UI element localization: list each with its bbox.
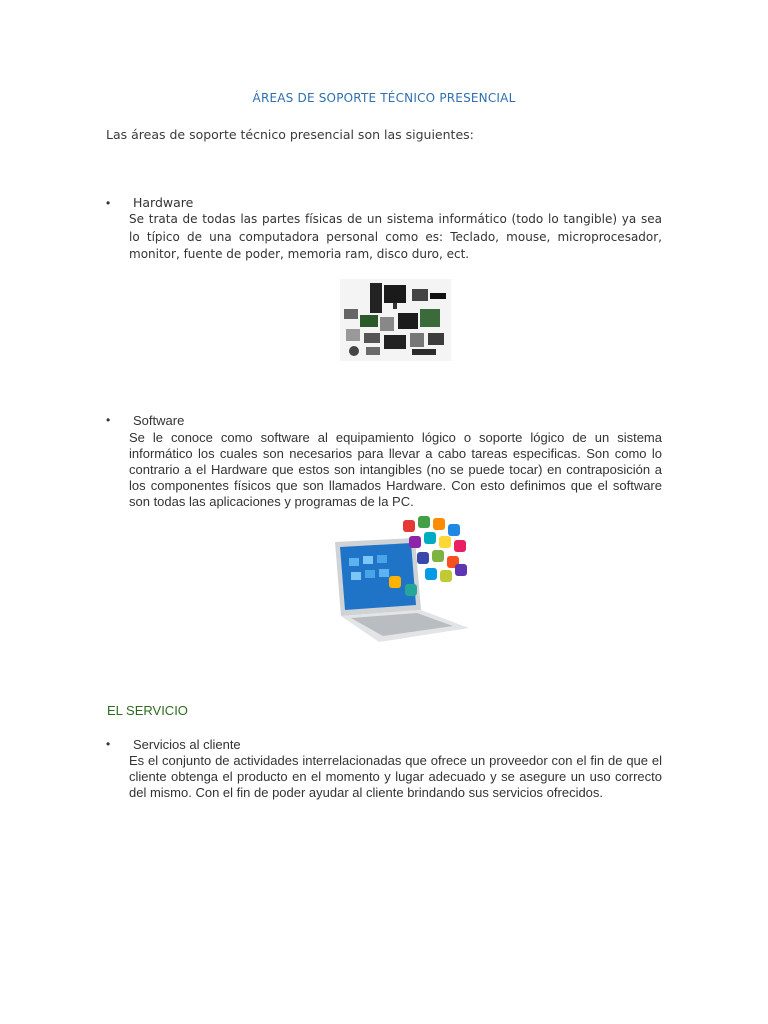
software-heading: Software bbox=[133, 413, 185, 428]
bullet-software: • bbox=[106, 413, 111, 427]
software-laptop-apps-image bbox=[321, 510, 471, 651]
bullet-hardware: • bbox=[106, 196, 111, 210]
section-title-servicio: EL SERVICIO bbox=[107, 703, 188, 718]
intro-text: Las áreas de soporte técnico presencial son las siguientes: bbox=[106, 127, 474, 142]
document-title: ÁREAS DE SOPORTE TÉCNICO PRESENCIAL bbox=[252, 91, 516, 105]
servicio-paragraph: Es el conjunto de actividades interrelacionadas que ofrece un proveedor con el fin de que el cliente obtenga el producto en el momento y lugar adecuado y se asegure un uso correcto del mismo. Con el fin de poder ayudar al cliente brindando sus servicios ofrecidos. bbox=[129, 753, 662, 800]
servicio-heading: Servicios al cliente bbox=[133, 737, 241, 752]
software-paragraph: Se le conoce como software al equipamiento lógico o soporte lógico de un sistema informático los cuales son necesarios para llevar a cabo tareas especificas. Son como lo contrario a el Hardware que estos son intangibles (no se puede tocar) en contraposición a los componentes físicos que son llamados Hardware. Con esto definimos que el software son todas las aplicaciones y programas de la PC. bbox=[129, 430, 662, 509]
hardware-heading: Hardware bbox=[133, 195, 194, 210]
hardware-paragraph: Se trata de todas las partes físicas de un sistema informático (todo lo tangible) ya sea lo típico de una computadora personal como es: Teclado, mouse, microprocesador, monitor, fuente de poder, memoria ram, disco duro, ect. bbox=[129, 212, 662, 261]
hardware-components-image bbox=[340, 279, 451, 361]
bullet-servicio: • bbox=[106, 737, 111, 751]
